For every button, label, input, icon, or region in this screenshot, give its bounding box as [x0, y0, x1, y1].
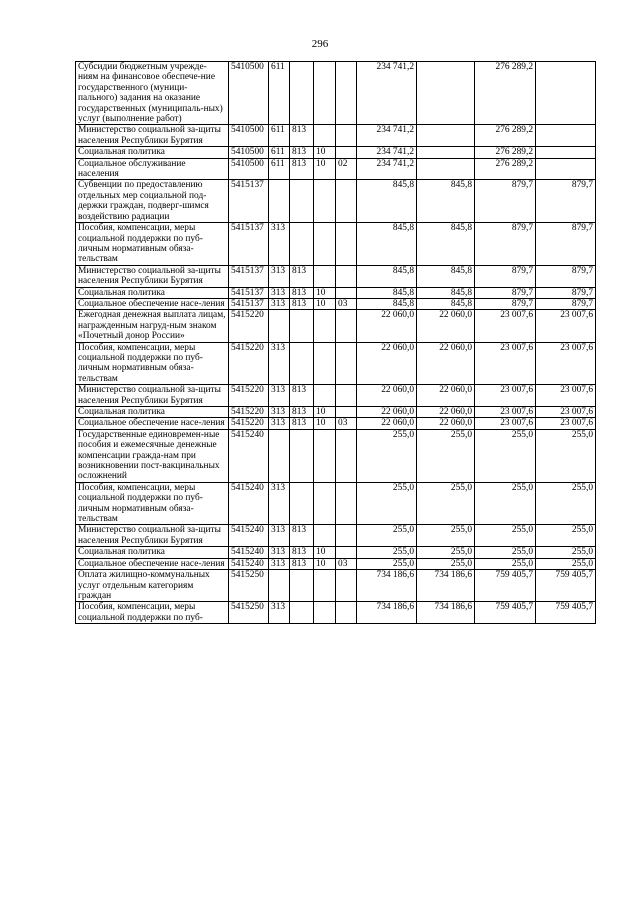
cell-amount-2: 845,8: [417, 265, 475, 287]
cell-amount-4: [536, 147, 596, 158]
cell-administrator: [290, 310, 314, 342]
cell-expense-type: 313: [269, 265, 290, 287]
cell-amount-2: 22 060,0: [417, 407, 475, 418]
cell-amount-3: 879,7: [475, 265, 536, 287]
table-row: [76, 62, 596, 125]
cell-subsection: [336, 147, 357, 158]
cell-section: [314, 62, 336, 125]
cell-target-article: 5415240: [229, 558, 269, 569]
cell-amount-3: 255,0: [475, 482, 536, 525]
cell-amount-3: 759 405,7: [475, 602, 536, 624]
cell-amount-4: [536, 62, 596, 125]
cell-amount-2: 845,8: [417, 287, 475, 298]
cell-administrator: 813: [290, 547, 314, 558]
cell-subsection: 02: [336, 158, 357, 180]
cell-administrator: 813: [290, 407, 314, 418]
cell-administrator: [290, 570, 314, 602]
cell-administrator: 813: [290, 525, 314, 547]
cell-subsection: [336, 223, 357, 266]
cell-section: 10: [314, 547, 336, 558]
table-row: [76, 180, 596, 223]
cell-section: [314, 223, 336, 266]
table-row: [76, 429, 596, 482]
cell-amount-1: 845,8: [357, 287, 417, 298]
cell-subsection: [336, 525, 357, 547]
cell-name: Государственные единовремен-ные пособия и ежемесячные денежные компенсации гражда-нам при возникновении пост-вакцинальных осложнений: [76, 429, 229, 482]
cell-expense-type: 313: [269, 385, 290, 407]
cell-amount-4: 255,0: [536, 547, 596, 558]
cell-expense-type: [269, 180, 290, 223]
cell-target-article: 5415250: [229, 570, 269, 602]
cell-section: [314, 310, 336, 342]
cell-section: [314, 602, 336, 624]
cell-amount-1: 845,8: [357, 265, 417, 287]
cell-amount-2: 255,0: [417, 558, 475, 569]
table-row: [76, 385, 596, 407]
cell-subsection: [336, 482, 357, 525]
cell-subsection: [336, 265, 357, 287]
table-row: [76, 342, 596, 385]
cell-subsection: [336, 570, 357, 602]
table-row: [76, 418, 596, 429]
cell-amount-4: [536, 158, 596, 180]
cell-amount-4: 23 007,6: [536, 342, 596, 385]
cell-name: Министерство социальной за-щиты населения Республики Бурятия: [76, 385, 229, 407]
cell-amount-1: 845,8: [357, 180, 417, 223]
cell-section: [314, 570, 336, 602]
cell-amount-2: [417, 62, 475, 125]
cell-section: [314, 482, 336, 525]
cell-expense-type: 313: [269, 525, 290, 547]
cell-amount-1: 22 060,0: [357, 407, 417, 418]
cell-target-article: 5415240: [229, 429, 269, 482]
cell-name: Субсидии бюджетным учрежде-ниям на финансовое обеспече-ние государственного (муници-пального) задания на оказание государственных (муниципаль-ных) услуг (выполнение работ): [76, 62, 229, 125]
cell-amount-3: 255,0: [475, 429, 536, 482]
cell-expense-type: 313: [269, 418, 290, 429]
cell-expense-type: 313: [269, 298, 290, 309]
cell-administrator: 813: [290, 147, 314, 158]
cell-amount-3: 23 007,6: [475, 418, 536, 429]
cell-amount-2: [417, 147, 475, 158]
cell-administrator: [290, 482, 314, 525]
cell-subsection: 03: [336, 418, 357, 429]
cell-name: Социальная политика: [76, 287, 229, 298]
cell-amount-2: 255,0: [417, 429, 475, 482]
cell-amount-1: 845,8: [357, 223, 417, 266]
cell-target-article: 5415137: [229, 265, 269, 287]
cell-amount-2: 22 060,0: [417, 342, 475, 385]
cell-subsection: [336, 385, 357, 407]
cell-amount-4: [536, 125, 596, 147]
cell-amount-4: 255,0: [536, 558, 596, 569]
cell-name: Социальная политика: [76, 547, 229, 558]
cell-subsection: [336, 602, 357, 624]
table-row: [76, 158, 596, 180]
cell-amount-4: 879,7: [536, 180, 596, 223]
cell-subsection: 03: [336, 558, 357, 569]
cell-section: [314, 429, 336, 482]
cell-administrator: [290, 180, 314, 223]
table-row: [76, 558, 596, 569]
cell-section: 10: [314, 558, 336, 569]
cell-subsection: [336, 547, 357, 558]
cell-amount-4: 879,7: [536, 265, 596, 287]
table-body: [76, 62, 596, 624]
cell-target-article: 5415220: [229, 342, 269, 385]
cell-section: [314, 385, 336, 407]
cell-target-article: 5410500: [229, 125, 269, 147]
cell-expense-type: [269, 429, 290, 482]
cell-expense-type: 313: [269, 223, 290, 266]
cell-amount-4: 879,7: [536, 298, 596, 309]
cell-amount-2: 845,8: [417, 298, 475, 309]
cell-amount-1: 234 741,2: [357, 158, 417, 180]
cell-name: Министерство социальной за-щиты населения Республики Бурятия: [76, 265, 229, 287]
cell-subsection: [336, 429, 357, 482]
cell-expense-type: 611: [269, 147, 290, 158]
cell-target-article: 5415220: [229, 407, 269, 418]
cell-target-article: 5415137: [229, 180, 269, 223]
cell-name: Пособия, компенсации, меры социальной поддержки по пуб-: [76, 602, 229, 624]
cell-amount-1: 22 060,0: [357, 385, 417, 407]
cell-section: [314, 265, 336, 287]
cell-expense-type: 313: [269, 287, 290, 298]
cell-administrator: [290, 62, 314, 125]
cell-target-article: 5415137: [229, 287, 269, 298]
cell-target-article: 5415137: [229, 298, 269, 309]
cell-amount-2: 845,8: [417, 223, 475, 266]
cell-expense-type: 313: [269, 558, 290, 569]
cell-expense-type: 611: [269, 125, 290, 147]
cell-section: [314, 180, 336, 223]
cell-target-article: 5415220: [229, 310, 269, 342]
cell-subsection: [336, 125, 357, 147]
cell-name: Пособия, компенсации, меры социальной поддержки по пуб-личным нормативным обяза-тельствам: [76, 342, 229, 385]
cell-amount-2: [417, 125, 475, 147]
cell-amount-3: 23 007,6: [475, 310, 536, 342]
cell-amount-4: 759 405,7: [536, 570, 596, 602]
cell-target-article: 5415220: [229, 385, 269, 407]
cell-amount-4: 255,0: [536, 482, 596, 525]
table-row: [76, 125, 596, 147]
cell-amount-4: 255,0: [536, 525, 596, 547]
cell-amount-1: 255,0: [357, 429, 417, 482]
cell-amount-1: 234 741,2: [357, 125, 417, 147]
cell-amount-4: 23 007,6: [536, 385, 596, 407]
cell-amount-4: 23 007,6: [536, 418, 596, 429]
cell-amount-2: 734 186,6: [417, 570, 475, 602]
cell-administrator: 813: [290, 298, 314, 309]
cell-amount-2: 255,0: [417, 482, 475, 525]
cell-target-article: 5410500: [229, 62, 269, 125]
cell-name: Социальное обеспечение насе-ления: [76, 558, 229, 569]
table-row: [76, 570, 596, 602]
cell-amount-1: 255,0: [357, 482, 417, 525]
cell-section: 10: [314, 407, 336, 418]
cell-expense-type: 313: [269, 482, 290, 525]
cell-target-article: 5415240: [229, 547, 269, 558]
table-row: [76, 223, 596, 266]
cell-section: 10: [314, 158, 336, 180]
cell-amount-2: [417, 158, 475, 180]
cell-amount-4: 23 007,6: [536, 310, 596, 342]
cell-name: Пособия, компенсации, меры социальной поддержки по пуб-личным нормативным обяза-тельствам: [76, 482, 229, 525]
cell-amount-3: 276 289,2: [475, 125, 536, 147]
cell-amount-3: 759 405,7: [475, 570, 536, 602]
table-row: [76, 147, 596, 158]
cell-target-article: 5415250: [229, 602, 269, 624]
cell-section: [314, 525, 336, 547]
table-row: [76, 547, 596, 558]
cell-section: 10: [314, 287, 336, 298]
cell-target-article: 5410500: [229, 158, 269, 180]
table-row: [76, 525, 596, 547]
cell-amount-3: 23 007,6: [475, 385, 536, 407]
cell-administrator: [290, 602, 314, 624]
table-row: [76, 602, 596, 624]
cell-amount-3: 255,0: [475, 525, 536, 547]
cell-amount-3: 879,7: [475, 287, 536, 298]
cell-expense-type: [269, 310, 290, 342]
cell-amount-1: 734 186,6: [357, 602, 417, 624]
cell-expense-type: 313: [269, 547, 290, 558]
cell-section: 10: [314, 298, 336, 309]
cell-administrator: [290, 342, 314, 385]
cell-subsection: [336, 342, 357, 385]
table-row: [76, 407, 596, 418]
table-row: [76, 287, 596, 298]
cell-amount-1: 734 186,6: [357, 570, 417, 602]
cell-subsection: [336, 180, 357, 223]
cell-amount-4: 23 007,6: [536, 407, 596, 418]
cell-expense-type: 313: [269, 407, 290, 418]
cell-name: Социальная политика: [76, 407, 229, 418]
cell-expense-type: 313: [269, 342, 290, 385]
cell-target-article: 5415240: [229, 525, 269, 547]
cell-amount-3: 276 289,2: [475, 62, 536, 125]
cell-amount-2: 734 186,6: [417, 602, 475, 624]
cell-amount-3: 255,0: [475, 547, 536, 558]
cell-amount-1: 255,0: [357, 525, 417, 547]
cell-section: 10: [314, 147, 336, 158]
cell-amount-1: 845,8: [357, 298, 417, 309]
cell-subsection: 03: [336, 298, 357, 309]
cell-name: Пособия, компенсации, меры социальной поддержки по пуб-личным нормативным обяза-тельствам: [76, 223, 229, 266]
cell-administrator: [290, 429, 314, 482]
cell-amount-3: 23 007,6: [475, 407, 536, 418]
cell-amount-1: 22 060,0: [357, 418, 417, 429]
cell-section: 10: [314, 418, 336, 429]
cell-target-article: 5415137: [229, 223, 269, 266]
cell-target-article: 5415240: [229, 482, 269, 525]
cell-amount-1: 255,0: [357, 547, 417, 558]
cell-section: [314, 342, 336, 385]
cell-amount-3: 276 289,2: [475, 158, 536, 180]
cell-amount-1: 255,0: [357, 558, 417, 569]
cell-amount-2: 22 060,0: [417, 418, 475, 429]
cell-expense-type: 611: [269, 158, 290, 180]
cell-administrator: 813: [290, 265, 314, 287]
cell-amount-3: 276 289,2: [475, 147, 536, 158]
cell-expense-type: 313: [269, 602, 290, 624]
cell-section: [314, 125, 336, 147]
table-row: [76, 265, 596, 287]
cell-amount-2: 845,8: [417, 180, 475, 223]
table-row: [76, 310, 596, 342]
cell-amount-1: 22 060,0: [357, 310, 417, 342]
cell-administrator: 813: [290, 385, 314, 407]
cell-administrator: 813: [290, 418, 314, 429]
page-number: 296: [311, 38, 329, 50]
cell-subsection: [336, 310, 357, 342]
cell-amount-2: 255,0: [417, 525, 475, 547]
cell-target-article: 5410500: [229, 147, 269, 158]
cell-name: Министерство социальной за-щиты населения Республики Бурятия: [76, 125, 229, 147]
cell-amount-3: 255,0: [475, 558, 536, 569]
table-row: [76, 298, 596, 309]
cell-amount-1: 234 741,2: [357, 62, 417, 125]
cell-amount-4: 255,0: [536, 429, 596, 482]
cell-amount-4: 879,7: [536, 223, 596, 266]
cell-subsection: [336, 62, 357, 125]
cell-amount-1: 22 060,0: [357, 342, 417, 385]
cell-subsection: [336, 287, 357, 298]
cell-amount-3: 879,7: [475, 298, 536, 309]
cell-administrator: 813: [290, 158, 314, 180]
cell-expense-type: [269, 570, 290, 602]
cell-amount-4: 879,7: [536, 287, 596, 298]
cell-name: Социальное обеспечение насе-ления: [76, 418, 229, 429]
cell-amount-4: 759 405,7: [536, 602, 596, 624]
cell-amount-1: 234 741,2: [357, 147, 417, 158]
budget-table: [75, 61, 596, 624]
cell-target-article: 5415220: [229, 418, 269, 429]
cell-amount-2: 22 060,0: [417, 310, 475, 342]
cell-amount-3: 879,7: [475, 223, 536, 266]
cell-amount-2: 255,0: [417, 547, 475, 558]
cell-name: Министерство социальной за-щиты населения Республики Бурятия: [76, 525, 229, 547]
cell-administrator: 813: [290, 558, 314, 569]
cell-name: Социальное обслуживание населения: [76, 158, 229, 180]
cell-administrator: [290, 223, 314, 266]
cell-administrator: 813: [290, 125, 314, 147]
cell-name: Оплата жилищно-коммунальных услуг отдельным категориям граждан: [76, 570, 229, 602]
cell-amount-2: 22 060,0: [417, 385, 475, 407]
cell-name: Субвенции по предоставлению отдельных мер социальной под-держки граждан, подверг-шимся воздействию радиации: [76, 180, 229, 223]
cell-expense-type: 611: [269, 62, 290, 125]
cell-amount-3: 23 007,6: [475, 342, 536, 385]
cell-name: Социальное обеспечение насе-ления: [76, 298, 229, 309]
cell-administrator: 813: [290, 287, 314, 298]
cell-amount-3: 879,7: [475, 180, 536, 223]
cell-name: Ежегодная денежная выплата лицам, награжденным нагруд-ным знаком «Почетный донор России»: [76, 310, 229, 342]
table-row: [76, 482, 596, 525]
cell-subsection: [336, 407, 357, 418]
cell-name: Социальная политика: [76, 147, 229, 158]
